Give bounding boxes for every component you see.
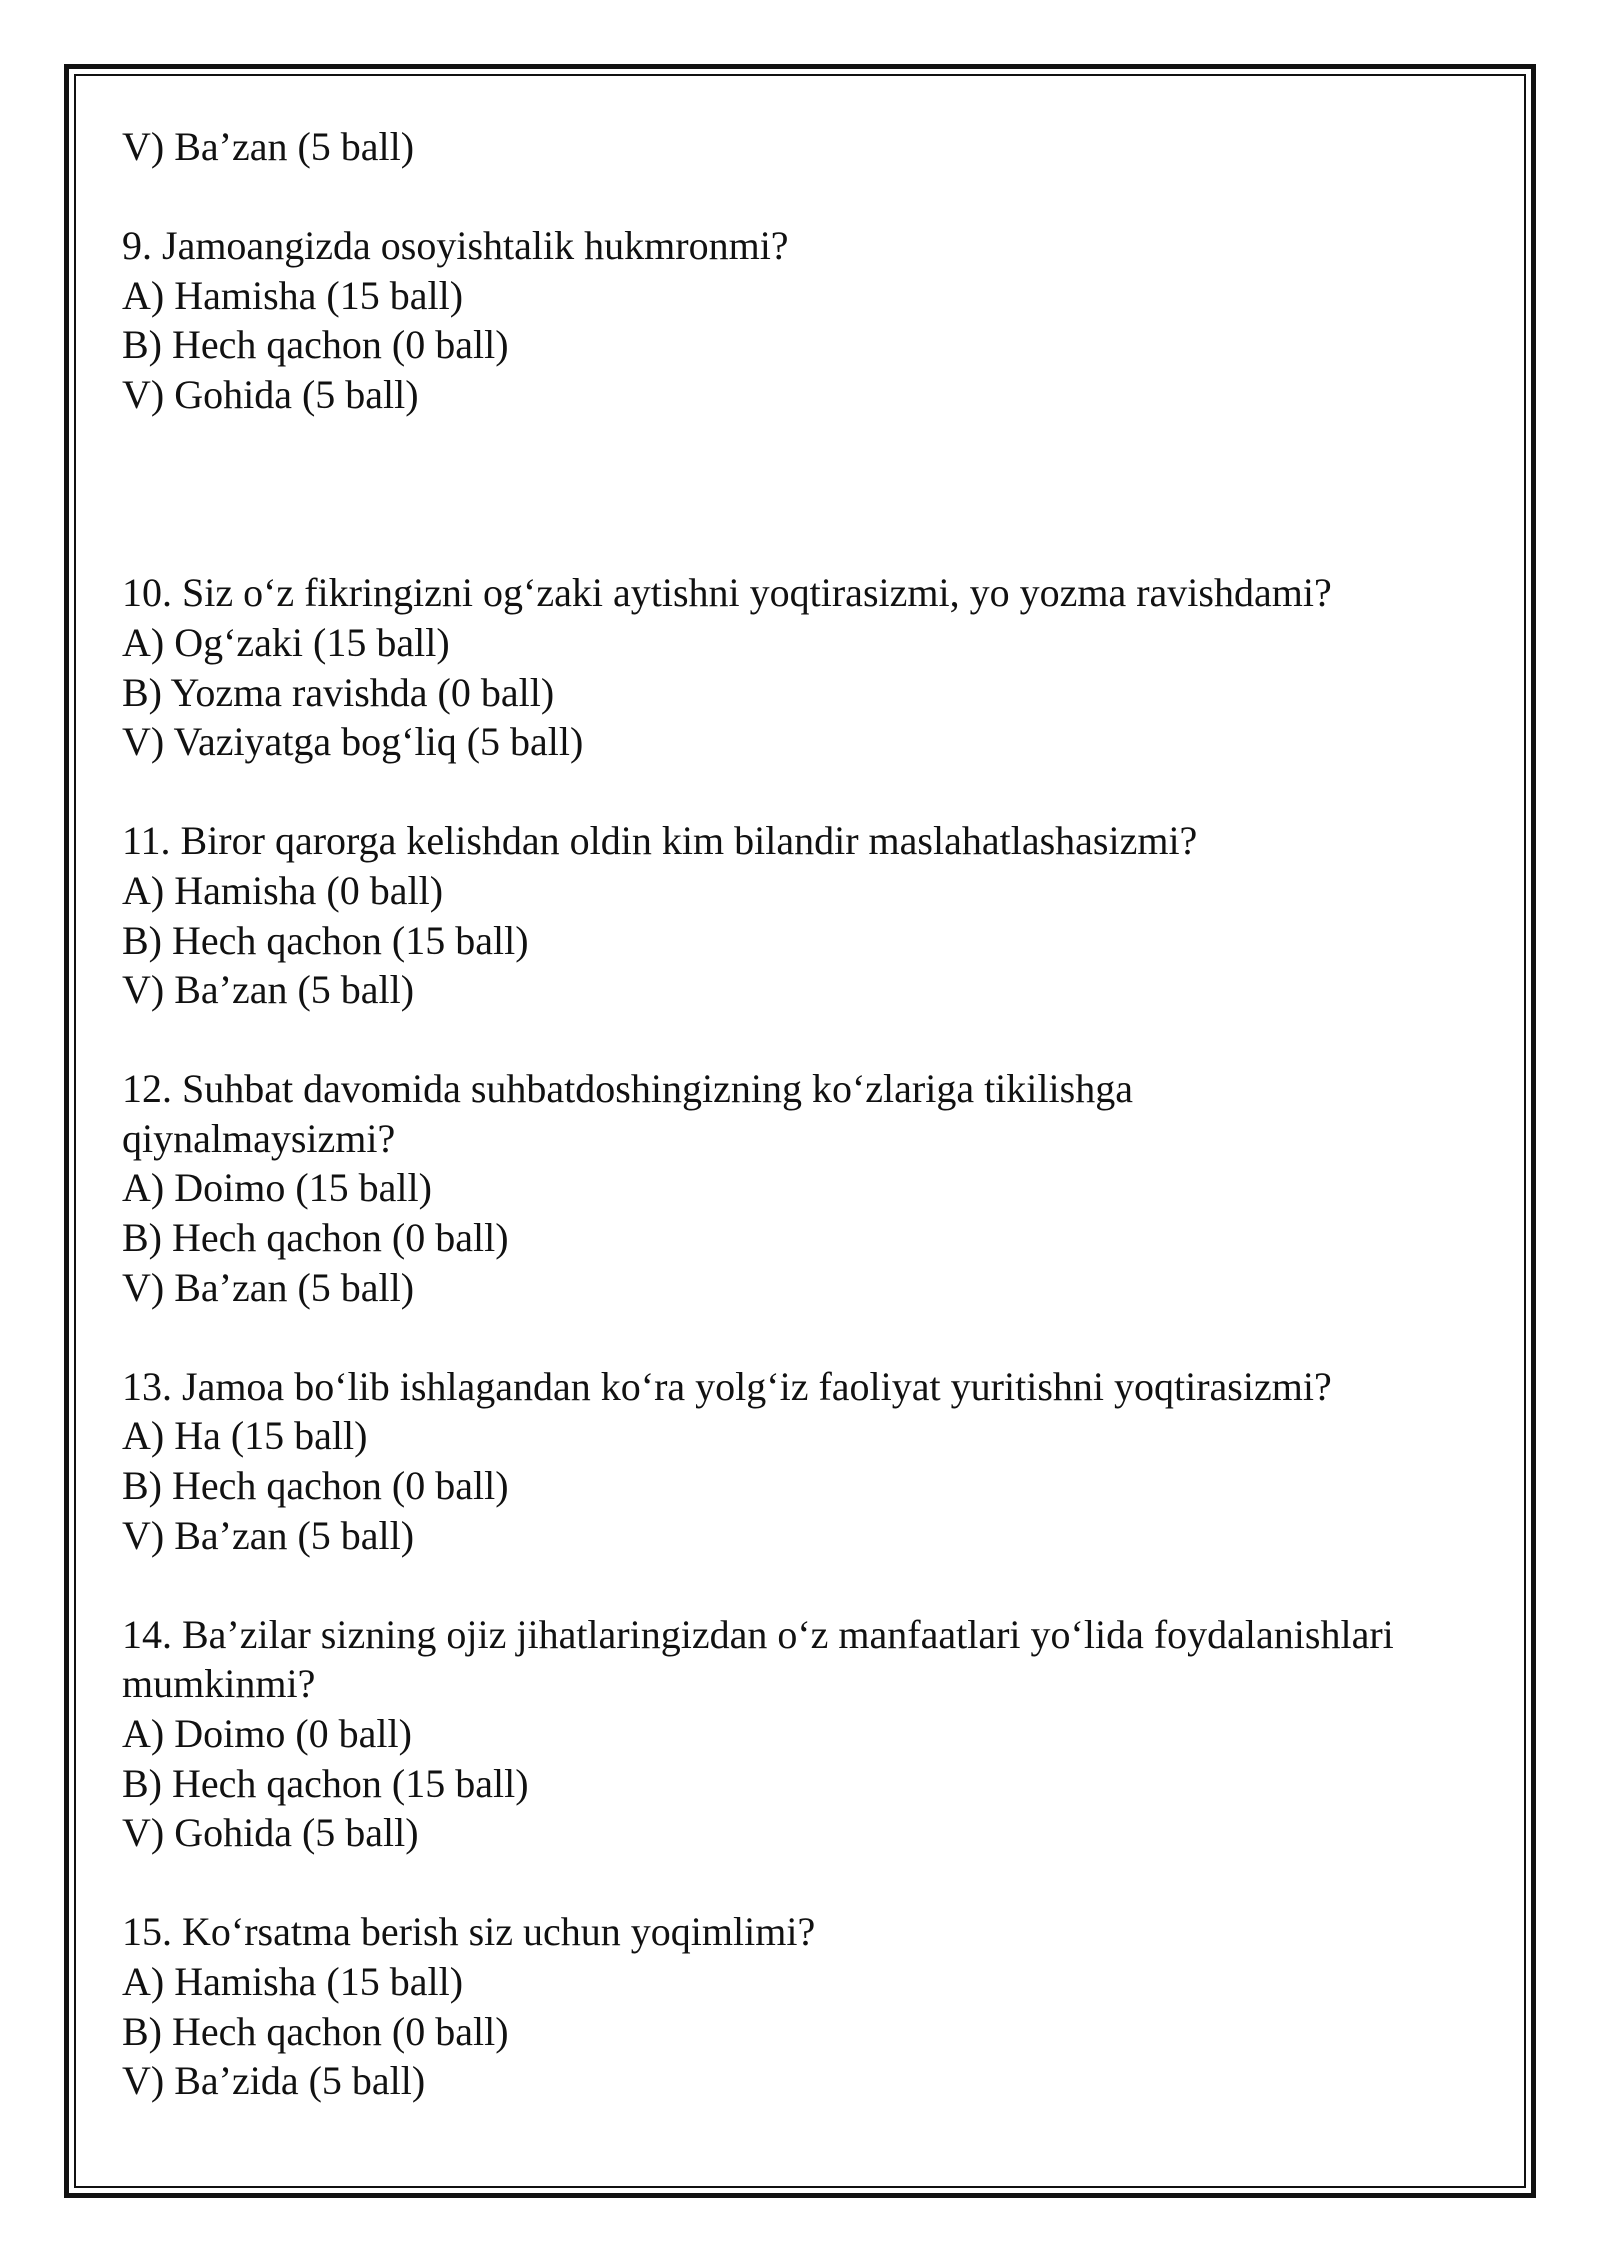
- question-text: 14. Ba’zilar sizning ojiz jihatlaringizdan o‘z manfaatlari yo‘lida foydalanishlari mumkinmi?: [122, 1611, 1394, 1707]
- answer-option: A) Hamisha (0 ball): [122, 867, 444, 913]
- question-block-15: [122, 1907, 1502, 2105]
- answer-option: A) Hamisha (15 ball): [122, 1958, 464, 2004]
- answer-option: A) Hamisha (15 ball): [122, 272, 464, 318]
- question-block-9: [122, 221, 1502, 419]
- question-block-11: [122, 816, 1502, 1014]
- answer-option: A) Og‘zaki (15 ball): [122, 619, 450, 665]
- answer-option: V) Gohida (5 ball): [122, 1810, 419, 1856]
- answer-option: V) Ba’zida (5 ball): [122, 2058, 426, 2104]
- question-text: 9. Jamoangizda osoyishtalik hukmronmi?: [122, 223, 789, 269]
- question-text: 10. Siz o‘z fikringizni og‘zaki aytishni yoqtirasizmi, yo yozma ravishdami?: [122, 570, 1332, 616]
- question-block-14: [122, 1610, 1502, 1858]
- answer-option: V) Ba’zan (5 ball): [122, 967, 415, 1013]
- answer-option: V) Ba’zan (5 ball): [122, 1512, 415, 1558]
- answer-option: B) Yozma ravishda (0 ball): [122, 669, 555, 715]
- question-text: 13. Jamoa bo‘lib ishlagandan ko‘ra yolg‘iz faoliyat yuritishni yoqtirasizmi?: [122, 1363, 1332, 1409]
- question-text: 12. Suhbat davomida suhbatdoshingizning ko‘zlariga tikilishga qiynalmaysizmi?: [122, 1066, 1133, 1161]
- answer-option: A) Ha (15 ball): [122, 1413, 368, 1459]
- question-block-10: [122, 568, 1502, 766]
- answer-option: A) Doimo (15 ball): [122, 1165, 432, 1211]
- lead-option: V) Ba’zan (5 ball): [122, 124, 415, 169]
- answer-option: B) Hech qachon (0 ball): [122, 1215, 509, 1261]
- answer-option: A) Doimo (0 ball): [122, 1711, 412, 1757]
- answer-option: V) Ba’zan (5 ball): [122, 1264, 415, 1310]
- answer-option: B) Hech qachon (0 ball): [122, 322, 509, 368]
- question-block-13: [122, 1362, 1502, 1560]
- question-block-12: [122, 1064, 1502, 1312]
- answer-option: B) Hech qachon (0 ball): [122, 1463, 509, 1509]
- answer-option: B) Hech qachon (0 ball): [122, 2008, 509, 2054]
- answer-option: V) Vaziyatga bog‘liq (5 ball): [122, 719, 584, 765]
- question-text: 15. Ko‘rsatma berish siz uchun yoqimlimi?: [122, 1909, 816, 1955]
- answer-option: B) Hech qachon (15 ball): [122, 917, 529, 963]
- document-body: [122, 122, 1502, 2106]
- question-text: 11. Biror qarorga kelishdan oldin kim bilandir maslahatlashasizmi?: [122, 818, 1198, 864]
- answer-option: V) Gohida (5 ball): [122, 371, 419, 417]
- answer-option: B) Hech qachon (15 ball): [122, 1760, 529, 1806]
